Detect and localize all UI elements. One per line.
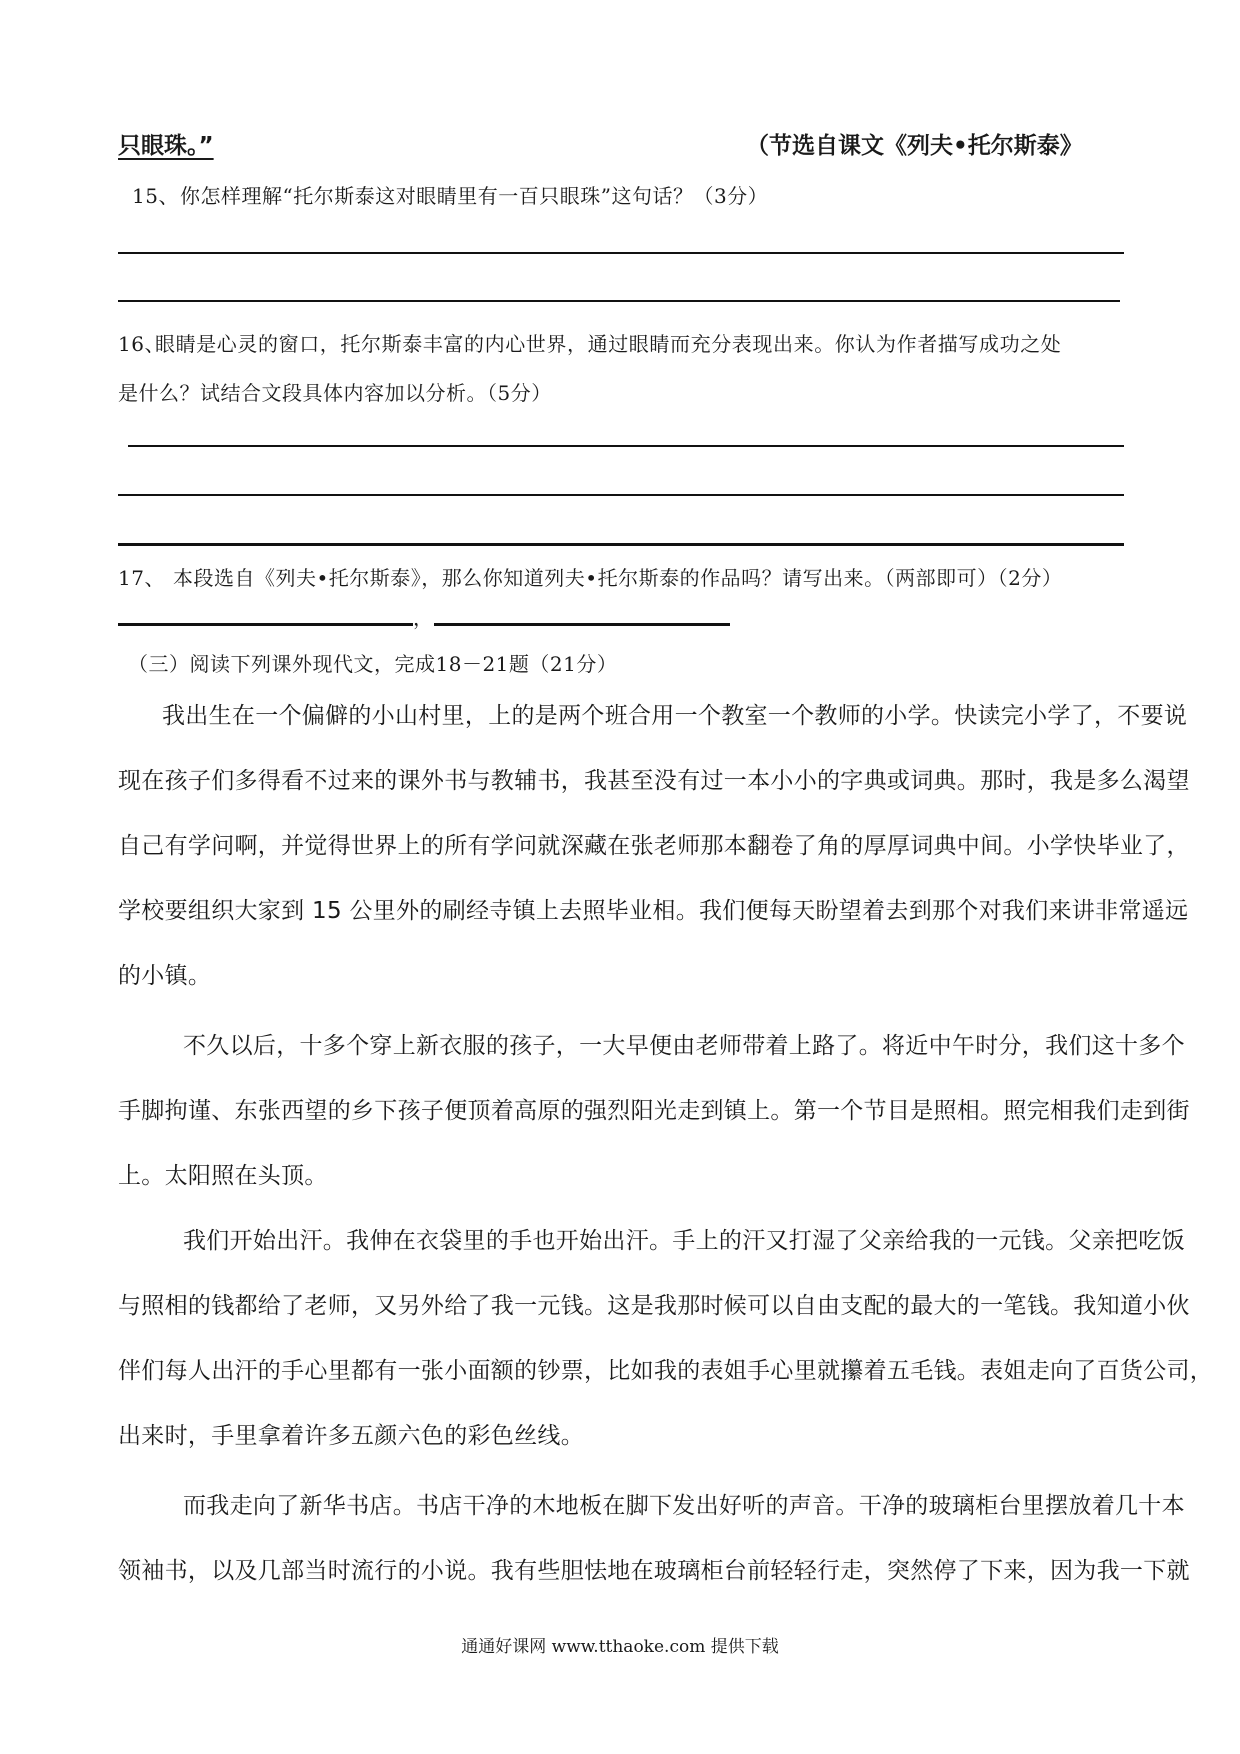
question-16-line-1: 眼睛是心灵的窗口，托尔斯泰丰富的内心世界，通过眼睛而充分表现出来。你认为作者描写成功之处	[155, 332, 1062, 356]
passage-p2-line-3: 上。太阳照在头顶。	[118, 1163, 328, 1189]
answer-line-15-2[interactable]	[118, 300, 1120, 302]
question-16-number: 16、	[118, 332, 165, 356]
answer-blank-17-1[interactable]	[118, 623, 413, 626]
passage-p4-line-2: 领袖书，以及几部当时流行的小说。我有些胆怯地在玻璃柜台前轻轻行走，突然停了下来，因为我一下就	[118, 1558, 1190, 1584]
passage-p1-line-2: 现在孩子们多得看不过来的课外书与教辅书，我甚至没有过一本小小的字典或词典。那时，我是多么渴望	[118, 768, 1190, 794]
page-footer: 通通好课网 www.tthaoke.com 提供下载	[461, 1637, 779, 1657]
passage-p4-line-1: 而我走向了新华书店。书店干净的木地板在脚下发出好听的声音。干净的玻璃柜台里摆放着几十本	[183, 1493, 1185, 1519]
answer-line-16-1[interactable]	[128, 445, 1124, 447]
answer-separator: ，	[413, 606, 434, 630]
answer-blank-17-2[interactable]	[434, 623, 730, 626]
passage-p3-line-2: 与照相的钱都给了老师，又另外给了我一元钱。这是我那时候可以自由支配的最大的一笔钱。我知道小伙	[118, 1293, 1190, 1319]
passage-p2-line-2: 手脚拘谨、东张西望的乡下孩子便顶着高原的强烈阳光走到镇上。第一个节目是照相。照完相我们走到街	[118, 1098, 1190, 1124]
passage-p1-line-1: 我出生在一个偏僻的小山村里，上的是两个班合用一个教室一个教师的小学。快读完小学了，不要说	[162, 703, 1188, 729]
answer-line-16-3[interactable]	[118, 543, 1124, 546]
passage-p3-line-3: 伴们每人出汗的手心里都有一张小面额的钞票，比如我的表姐手心里就攥着五毛钱。表姐走向了百货公司，	[118, 1358, 1214, 1384]
quote-ending: 只眼珠。”	[118, 133, 214, 159]
section-3-title: （三）阅读下列课外现代文，完成18－21题（21分）	[128, 652, 618, 676]
passage-p3-line-1: 我们开始出汗。我伸在衣袋里的手也开始出汗。手上的汗又打湿了父亲给我的一元钱。父亲把吃饭	[183, 1228, 1185, 1254]
passage-p3-line-4: 出来时，手里拿着许多五颜六色的彩色丝线。	[118, 1423, 584, 1449]
passage-p1-line-3: 自己有学问啊，并觉得世界上的所有学问就深藏在张老师那本翻卷了角的厚厚词典中间。小学快毕业了，	[118, 833, 1190, 859]
answer-line-16-2[interactable]	[118, 494, 1124, 496]
passage-p1-line-4: 学校要组织大家到 15 公里外的刷经寺镇上去照毕业相。我们便每天盼望着去到那个对我们来讲非常遥远	[118, 898, 1189, 924]
source-citation: （节选自课文《列夫•托尔斯泰》	[746, 133, 1083, 159]
question-15-text: 你怎样理解“托尔斯泰这对眼睛里有一百只眼珠”这句话？（3分）	[180, 184, 769, 208]
passage-p1-line-5: 的小镇。	[118, 963, 212, 989]
question-17-text: 本段选自《列夫•托尔斯泰》，那么你知道列夫•托尔斯泰的作品吗？请写出来。（两部即可）（2分）	[173, 566, 1063, 590]
answer-line-15-1[interactable]	[118, 252, 1124, 254]
question-16-line-2: 是什么？试结合文段具体内容加以分析。（5分）	[118, 381, 552, 405]
passage-p2-line-1: 不久以后，十多个穿上新衣服的孩子，一大早便由老师带着上路了。将近中午时分，我们这十多个	[183, 1033, 1185, 1059]
question-17-number: 17、	[118, 566, 165, 590]
question-15-number: 15、	[132, 184, 179, 208]
